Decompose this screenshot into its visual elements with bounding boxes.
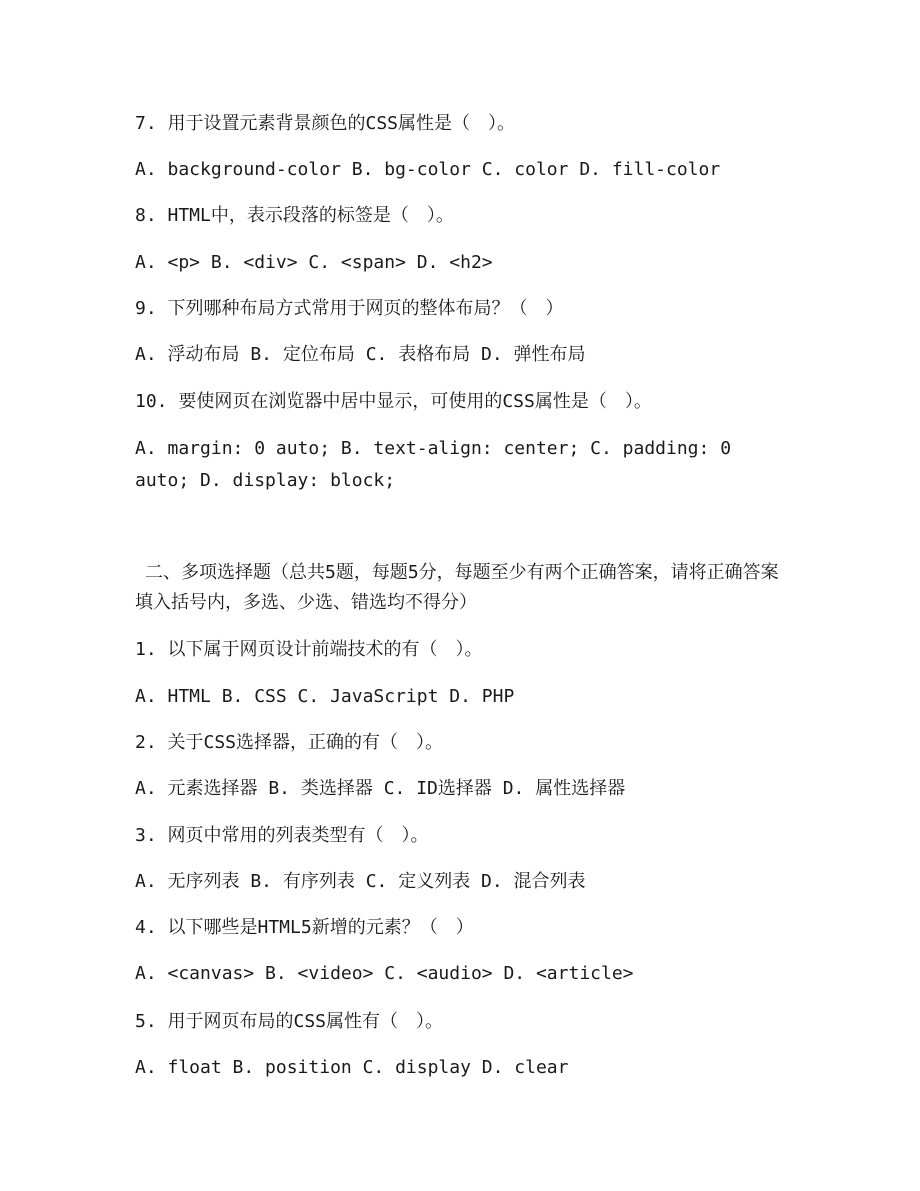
mc-question-5-options: A. float B. position C. display D. clear bbox=[135, 1057, 569, 1078]
question-9-options: A. 浮动布局 B. 定位布局 C. 表格布局 D. 弹性布局 bbox=[135, 344, 586, 365]
question-10-options: A. margin: 0 auto; B. text-align: center; C. padding: 0 auto; D. display: block; bbox=[135, 438, 732, 491]
mc-question-4: 4. 以下哪些是HTML5新增的元素？（ ） bbox=[135, 917, 474, 938]
mc-question-1-options: A. HTML B. CSS C. JavaScript D. PHP bbox=[135, 686, 515, 707]
question-8-options: A. <p> B. <div> C. <span> D. <h2> bbox=[135, 252, 493, 273]
question-8: 8. HTML中，表示段落的标签是（ ）。 bbox=[135, 205, 454, 226]
question-7: 7. 用于设置元素背景颜色的CSS属性是（ ）。 bbox=[135, 113, 516, 134]
mc-question-5: 5. 用于网页布局的CSS属性有（ ）。 bbox=[135, 1011, 444, 1032]
mc-question-2-options: A. 元素选择器 B. 类选择器 C. ID选择器 D. 属性选择器 bbox=[135, 778, 626, 799]
mc-question-1: 1. 以下属于网页设计前端技术的有（ ）。 bbox=[135, 639, 483, 660]
mc-question-4-options: A. <canvas> B. <video> C. <audio> D. <article> bbox=[135, 963, 634, 984]
question-9: 9. 下列哪种布局方式常用于网页的整体布局？（ ） bbox=[135, 298, 564, 319]
mc-question-3-options: A. 无序列表 B. 有序列表 C. 定义列表 D. 混合列表 bbox=[135, 871, 586, 892]
question-10: 10. 要使网页在浏览器中居中显示，可使用的CSS属性是（ ）。 bbox=[135, 391, 652, 412]
mc-question-2: 2. 关于CSS选择器，正确的有（ ）。 bbox=[135, 732, 444, 753]
section-heading-multiple-choice: 二、多项选择题（总共5题，每题5分，每题至少有两个正确答案，请将正确答案填入括号内，多选、少选、错选均不得分） bbox=[135, 562, 779, 613]
mc-question-3: 3. 网页中常用的列表类型有（ ）。 bbox=[135, 825, 429, 846]
question-7-options: A. background-color B. bg-color C. color D. fill-color bbox=[135, 159, 721, 180]
